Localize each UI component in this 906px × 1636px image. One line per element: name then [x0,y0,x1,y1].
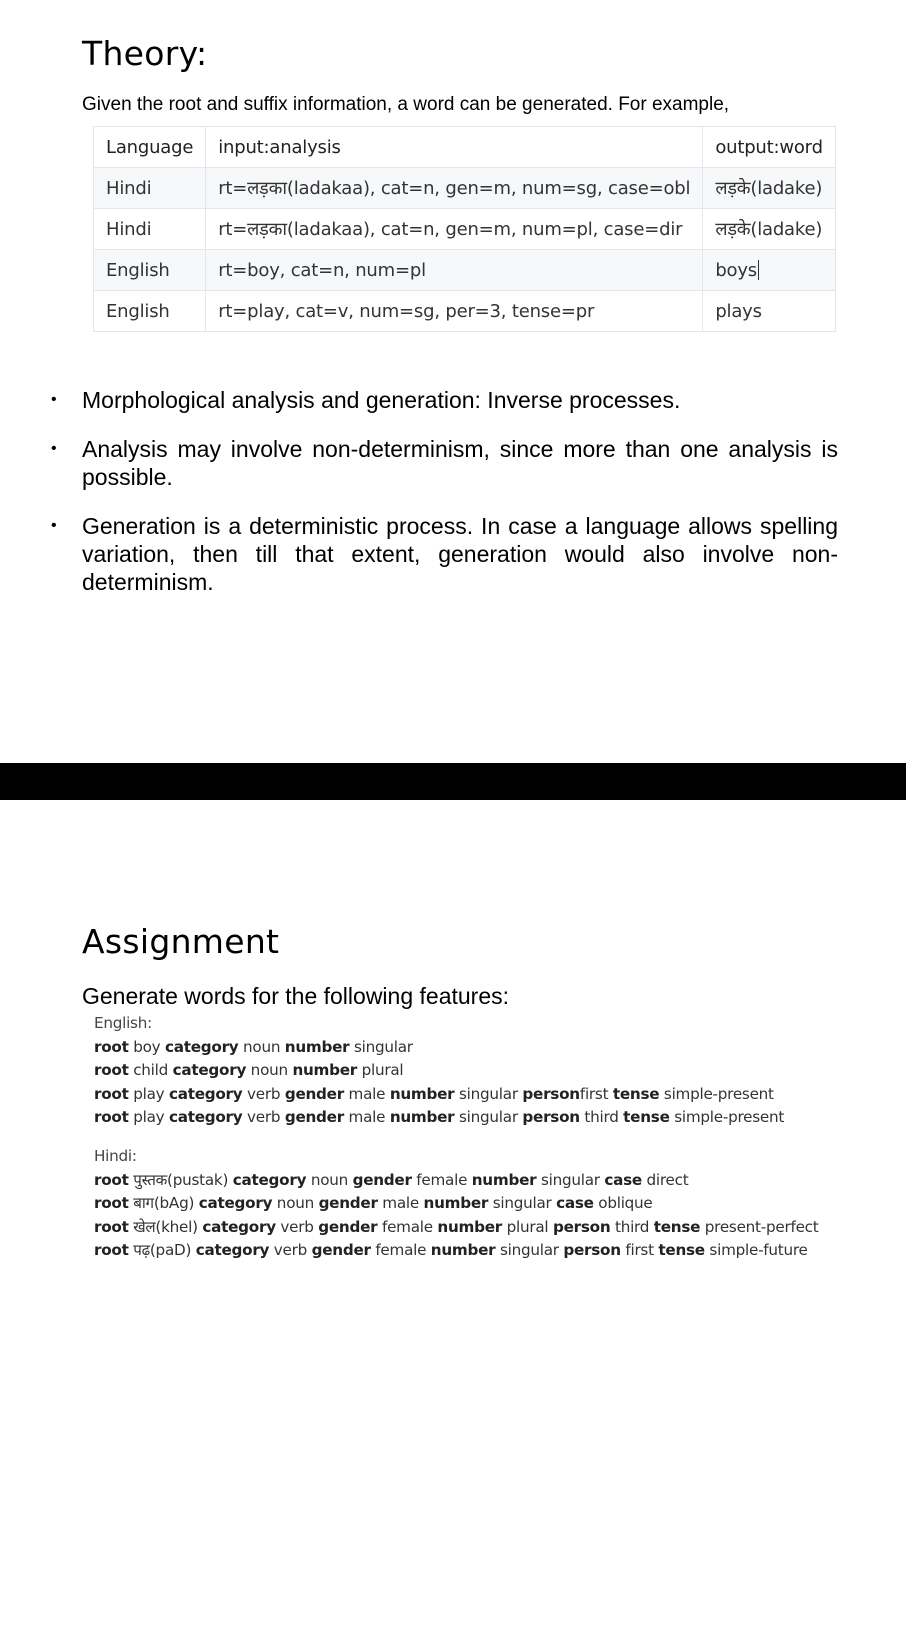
feature-key: tense [623,1108,670,1126]
feature-line [94,1192,818,1216]
feature-value: singular [488,1194,557,1212]
header-language: Language [94,127,206,168]
feature-value: verb [242,1084,285,1103]
feature-key: category [198,1194,273,1212]
feature-value: play [128,1084,169,1103]
feature-value: male [343,1084,390,1103]
feature-value: female [370,1241,431,1259]
table-row [94,209,836,250]
feature-value: verb [269,1241,312,1259]
feature-value: present-perfect [700,1217,819,1236]
cell-word: boys [715,259,757,281]
feature-key: tense [653,1217,701,1236]
feature-key: gender [352,1170,412,1189]
cell-word: plays [703,291,835,332]
feature-value: third [579,1108,624,1126]
example-table [93,126,836,332]
feature-value: singular [349,1037,413,1056]
feature-value: singular [495,1241,564,1259]
feature-value: first [579,1084,613,1103]
feature-line [94,1036,784,1060]
feature-key: gender [318,1217,378,1236]
feature-value: third [610,1217,654,1236]
assignment-heading: Assignment [82,922,280,961]
feature-key: person [552,1217,611,1236]
table-row [94,291,836,332]
feature-value: simple-present [669,1108,785,1126]
feature-value: male [343,1108,390,1126]
cell-analysis: rt=लड़का(ladakaa), cat=n, gen=m, num=sg, case=obl [206,168,703,209]
feature-key: number [389,1108,455,1126]
feature-key: category [172,1061,247,1079]
header-input-analysis: input:analysis [206,127,703,168]
hindi-lines [94,1169,818,1263]
table-row [94,168,836,209]
bullet-text: Morphological analysis and generation: Inverse processes. [82,387,681,413]
english-feature-list [94,1012,784,1130]
feature-key: gender [284,1108,344,1126]
cell-analysis: rt=play, cat=v, num=sg, per=3, tense=pr [206,291,703,332]
feature-value: plural [357,1061,404,1079]
feature-value: खेल(khel) [128,1217,203,1236]
feature-key: gender [284,1084,344,1103]
cell-word: लड़के(ladake) [703,168,835,209]
english-label: English: [94,1014,152,1032]
text-cursor [758,260,759,280]
table-header-row [94,127,836,168]
feature-key: root [94,1170,129,1189]
cell-word-editing[interactable] [703,250,835,291]
feature-line [94,1083,784,1107]
bullet-glyph: • [51,517,57,534]
assignment-intro: Generate words for the following features: [82,983,510,1009]
feature-value: noun [306,1170,353,1189]
feature-key: category [195,1241,270,1259]
feature-key: number [471,1170,537,1189]
cell-word: लड़के(ladake) [703,209,835,250]
page-separator [0,763,906,800]
feature-key: number [284,1037,350,1056]
cell-language: English [94,291,206,332]
hindi-label: Hindi: [94,1147,137,1165]
feature-key: person [522,1084,580,1103]
feature-key: root [94,1241,129,1259]
feature-key: root [94,1061,129,1079]
theory-heading: Theory: [82,34,208,73]
table-row [94,250,836,291]
bullet-glyph: • [51,440,57,457]
feature-value: verb [242,1108,285,1126]
feature-key: person [522,1108,580,1126]
feature-value: direct [641,1170,689,1189]
feature-value: noun [238,1037,285,1056]
feature-key: root [94,1037,129,1056]
feature-value: बाग(bAg) [128,1194,199,1212]
cell-analysis: rt=boy, cat=n, num=pl [206,250,703,291]
bullet-text: Generation is a deterministic process. In case a language allows spelling variation, then till that extent, generation would also involve non-determinism. [82,513,838,595]
feature-value: male [377,1194,424,1212]
feature-key: category [168,1108,243,1126]
list-item [51,512,838,596]
feature-line [94,1169,818,1193]
feature-value: singular [454,1108,523,1126]
feature-key: category [232,1170,307,1189]
cell-analysis: rt=लड़का(ladakaa), cat=n, gen=m, num=pl, case=dir [206,209,703,250]
english-lines [94,1036,784,1130]
feature-key: number [389,1084,455,1103]
feature-value: oblique [593,1194,653,1212]
feature-key: tense [612,1084,660,1103]
theory-intro: Given the root and suffix information, a word can be generated. For example, [82,94,730,115]
theory-page [0,0,906,763]
feature-line [94,1216,818,1240]
feature-key: category [168,1084,243,1103]
feature-value: female [411,1170,472,1189]
feature-key: root [94,1194,129,1212]
feature-key: category [202,1217,276,1236]
feature-line [94,1106,784,1130]
feature-key: tense [658,1241,705,1259]
feature-key: person [563,1241,621,1259]
feature-key: number [430,1241,496,1259]
theory-bullet-list [51,386,838,617]
feature-key: gender [318,1194,378,1212]
feature-value: play [128,1108,169,1126]
feature-key: root [94,1217,129,1236]
feature-value: plural [502,1217,553,1236]
feature-value: verb [275,1217,319,1236]
feature-value: singular [536,1170,605,1189]
feature-key: gender [311,1241,371,1259]
feature-key: root [94,1084,129,1103]
feature-key: case [604,1170,642,1189]
feature-key: root [94,1108,129,1126]
bullet-glyph: • [51,391,57,408]
feature-value: पढ़(paD) [128,1241,196,1259]
cell-language: Hindi [94,209,206,250]
feature-value: first [620,1241,659,1259]
feature-value: singular [454,1084,523,1103]
feature-value: boy [128,1037,165,1056]
cell-language: Hindi [94,168,206,209]
bullet-text: Analysis may involve non-determinism, since more than one analysis is possible. [82,436,838,490]
list-item [51,386,838,414]
feature-value: पुस्तक(pustak) [128,1170,233,1189]
header-output-word: output:word [703,127,835,168]
feature-line [94,1059,784,1083]
feature-value: female [377,1217,438,1236]
list-item [51,435,838,491]
feature-key: number [423,1194,489,1212]
feature-value: noun [246,1061,293,1079]
feature-line [94,1239,818,1263]
cell-language: English [94,250,206,291]
hindi-feature-list [94,1145,818,1263]
feature-value: noun [272,1194,319,1212]
feature-value: child [128,1061,173,1079]
feature-key: category [164,1037,239,1056]
feature-value: simple-future [704,1241,808,1259]
feature-key: number [437,1217,503,1236]
feature-value: simple-present [659,1084,774,1103]
feature-key: number [292,1061,358,1079]
feature-key: case [556,1194,594,1212]
